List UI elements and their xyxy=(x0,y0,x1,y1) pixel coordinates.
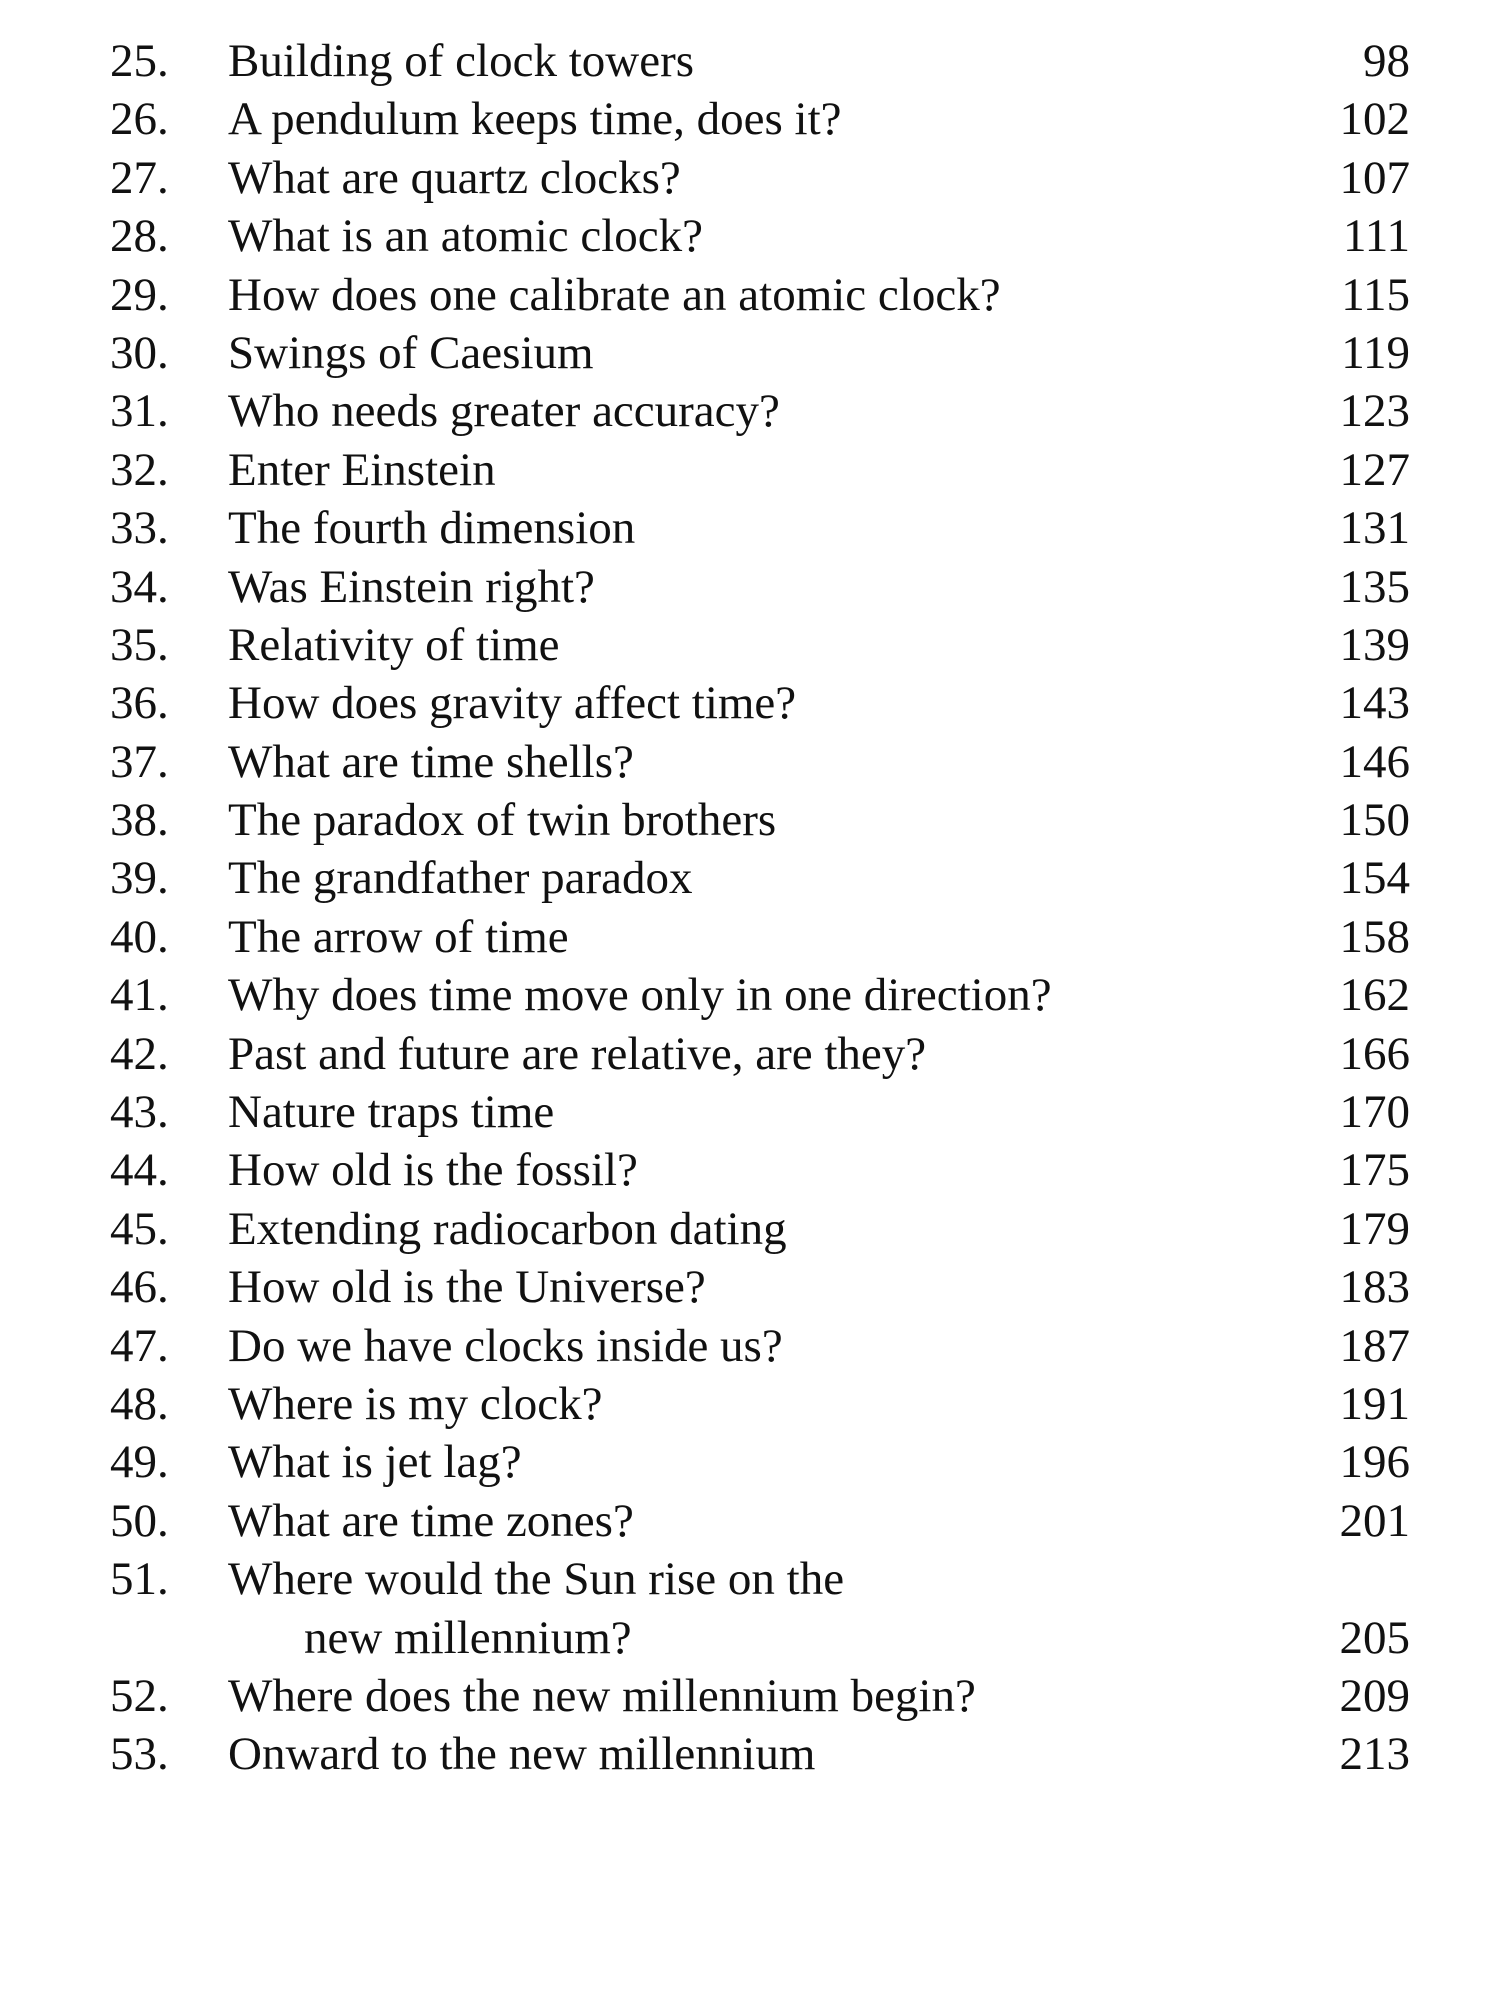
entry-number: 28. xyxy=(110,210,169,263)
entry-number: 53. xyxy=(110,1728,169,1781)
entry-title: Where would the Sun rise on the xyxy=(228,1553,845,1606)
entry-number: 48. xyxy=(110,1377,169,1430)
entry-number: 40. xyxy=(110,910,169,963)
entry-title: Nature traps time xyxy=(228,1086,555,1139)
entry-number: 25. xyxy=(110,35,169,87)
entry-title: Swings of Caesium xyxy=(228,326,594,379)
toc-entry xyxy=(110,149,1410,207)
table-of-contents xyxy=(110,32,1410,1784)
entry-page-number: 115 xyxy=(1341,268,1410,321)
entry-title: The arrow of time xyxy=(228,910,569,963)
entry-title: Why does time move only in one direction? xyxy=(228,969,1052,1022)
toc-entry xyxy=(110,1433,1410,1491)
toc-entry xyxy=(110,207,1410,265)
toc-entry xyxy=(110,966,1410,1024)
entry-number: 39. xyxy=(110,852,169,905)
entry-title: What is jet lag? xyxy=(228,1436,522,1489)
toc-entry xyxy=(110,1667,1410,1725)
entry-title: Past and future are relative, are they? xyxy=(228,1027,927,1080)
entry-title: What are quartz clocks? xyxy=(228,151,681,204)
entry-page-number: 111 xyxy=(1342,210,1410,263)
entry-number: 49. xyxy=(110,1436,169,1489)
toc-entry xyxy=(110,499,1410,557)
entry-number: 31. xyxy=(110,385,169,438)
entry-title-continuation: new millennium? xyxy=(304,1611,632,1664)
entry-title: A pendulum keeps time, does it? xyxy=(228,93,842,146)
toc-entry xyxy=(110,1492,1410,1550)
entry-title: What are time zones? xyxy=(228,1494,634,1547)
entry-number: 45. xyxy=(110,1202,169,1255)
entry-title: Onward to the new millennium xyxy=(228,1728,816,1781)
entry-page-number: 143 xyxy=(1339,677,1410,730)
entry-page-number: 162 xyxy=(1339,969,1410,1022)
entry-number: 44. xyxy=(110,1144,169,1197)
entry-title: Where does the new millennium begin? xyxy=(228,1669,976,1722)
entry-number: 42. xyxy=(110,1027,169,1080)
entry-page-number: 127 xyxy=(1339,443,1410,496)
entry-title: Was Einstein right? xyxy=(228,560,595,613)
toc-entry xyxy=(110,616,1410,674)
entry-page-number: 209 xyxy=(1339,1669,1410,1722)
entry-page-number: 205 xyxy=(1339,1611,1410,1664)
entry-number: 34. xyxy=(110,560,169,613)
entry-number: 51. xyxy=(110,1553,169,1606)
entry-title: Do we have clocks inside us? xyxy=(228,1319,783,1372)
entry-title: What is an atomic clock? xyxy=(228,210,704,263)
entry-number: 52. xyxy=(110,1669,169,1722)
entry-number: 36. xyxy=(110,677,169,730)
entry-number: 47. xyxy=(110,1319,169,1372)
toc-entry xyxy=(110,1141,1410,1199)
entry-number: 43. xyxy=(110,1086,169,1139)
toc-entry xyxy=(110,382,1410,440)
entry-number: 26. xyxy=(110,93,169,146)
entry-title: The grandfather paradox xyxy=(228,852,693,905)
toc-entry xyxy=(110,1550,1410,1667)
entry-page-number: 139 xyxy=(1339,618,1410,671)
entry-number: 30. xyxy=(110,326,169,379)
entry-page-number: 98 xyxy=(1363,35,1410,87)
toc-entry xyxy=(110,1083,1410,1141)
toc-entry xyxy=(110,32,1410,90)
toc-entry xyxy=(110,441,1410,499)
entry-title: What are time shells? xyxy=(228,735,634,788)
toc-entry xyxy=(110,90,1410,148)
entry-page-number: 119 xyxy=(1341,326,1410,379)
entry-page-number: 213 xyxy=(1339,1728,1410,1781)
entry-title: Who needs greater accuracy? xyxy=(228,385,780,438)
entry-title: Extending radiocarbon dating xyxy=(228,1202,787,1255)
entry-title: Where is my clock? xyxy=(228,1377,603,1430)
entry-page-number: 131 xyxy=(1339,502,1410,555)
entry-page-number: 183 xyxy=(1339,1261,1410,1314)
entry-number: 37. xyxy=(110,735,169,788)
entry-number: 33. xyxy=(110,502,169,555)
entry-page-number: 175 xyxy=(1339,1144,1410,1197)
entry-title: How old is the fossil? xyxy=(228,1144,638,1197)
entry-page-number: 158 xyxy=(1339,910,1410,963)
toc-entry xyxy=(110,849,1410,907)
toc-entry xyxy=(110,908,1410,966)
entry-number: 46. xyxy=(110,1261,169,1314)
toc-entry xyxy=(110,266,1410,324)
entry-page-number: 102 xyxy=(1339,93,1410,146)
toc-entry xyxy=(110,1200,1410,1258)
entry-page-number: 146 xyxy=(1339,735,1410,788)
toc-entry xyxy=(110,324,1410,382)
entry-title: The fourth dimension xyxy=(228,502,636,555)
toc-entry xyxy=(110,791,1410,849)
entry-title: Relativity of time xyxy=(228,618,560,671)
entry-page-number: 187 xyxy=(1339,1319,1410,1372)
toc-entry xyxy=(110,733,1410,791)
entry-page-number: 191 xyxy=(1339,1377,1410,1430)
entry-title: Building of clock towers xyxy=(228,35,695,87)
entry-title: Enter Einstein xyxy=(228,443,496,496)
entry-title: How old is the Universe? xyxy=(228,1261,706,1314)
entry-page-number: 196 xyxy=(1339,1436,1410,1489)
entry-title: How does gravity affect time? xyxy=(228,677,797,730)
entry-number: 35. xyxy=(110,618,169,671)
entry-number: 29. xyxy=(110,268,169,321)
entry-page-number: 201 xyxy=(1339,1494,1410,1547)
entry-page-number: 107 xyxy=(1339,151,1410,204)
entry-number: 32. xyxy=(110,443,169,496)
toc-entry xyxy=(110,1025,1410,1083)
toc-entry xyxy=(110,1258,1410,1316)
entry-number: 38. xyxy=(110,794,169,847)
entry-page-number: 123 xyxy=(1339,385,1410,438)
entry-page-number: 154 xyxy=(1339,852,1410,905)
entry-number: 50. xyxy=(110,1494,169,1547)
entry-page-number: 179 xyxy=(1339,1202,1410,1255)
entry-title: The paradox of twin brothers xyxy=(228,794,777,847)
entry-number: 27. xyxy=(110,151,169,204)
entry-number: 41. xyxy=(110,969,169,1022)
entry-page-number: 166 xyxy=(1339,1027,1410,1080)
entry-page-number: 150 xyxy=(1339,794,1410,847)
toc-entry xyxy=(110,674,1410,732)
entry-page-number: 135 xyxy=(1339,560,1410,613)
toc-entry xyxy=(110,1375,1410,1433)
entry-page-number: 170 xyxy=(1339,1086,1410,1139)
toc-entry xyxy=(110,1317,1410,1375)
toc-entry xyxy=(110,558,1410,616)
toc-entry xyxy=(110,1725,1410,1783)
entry-title: How does one calibrate an atomic clock? xyxy=(228,268,1001,321)
